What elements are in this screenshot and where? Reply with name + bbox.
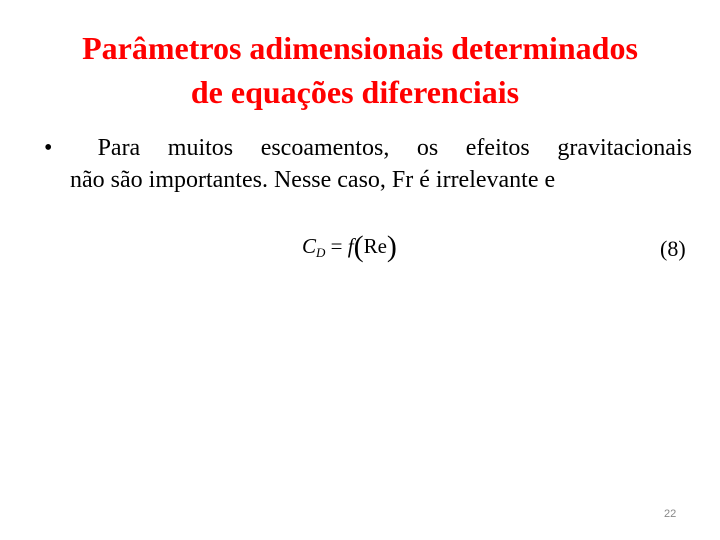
title-line-2: de equações diferenciais <box>190 74 520 110</box>
bullet-word: gravitacionais <box>557 135 692 161</box>
equation-function: f <box>347 234 354 258</box>
equation-number: (8) <box>660 236 686 261</box>
equation-close-paren: ) <box>386 230 397 263</box>
equation-open-paren: ( <box>353 230 364 263</box>
bullet-marker: • <box>44 135 53 161</box>
bullet-word: muitos <box>167 135 234 161</box>
drag-coefficient-equation <box>302 226 397 273</box>
bullet-line-2: não são importantes. Nesse caso, Fr é irrelevante e <box>70 167 556 193</box>
equation-equals: = <box>330 234 343 258</box>
bullet-paragraph <box>44 132 692 196</box>
title-line-1: Parâmetros adimensionais determinados <box>82 30 638 66</box>
bullet-word: Para <box>97 135 141 161</box>
slide-title <box>20 26 700 114</box>
bullet-line-1 <box>44 132 692 164</box>
bullet-word: os <box>416 135 439 161</box>
page-number: 22 <box>664 508 677 520</box>
bullet-word: efeitos <box>465 135 530 161</box>
equation-lhs-symbol: C <box>302 234 317 258</box>
equation-argument: Re <box>363 234 387 258</box>
equation-lhs-subscript: D <box>316 245 326 260</box>
bullet-word: escoamentos, <box>260 135 390 161</box>
